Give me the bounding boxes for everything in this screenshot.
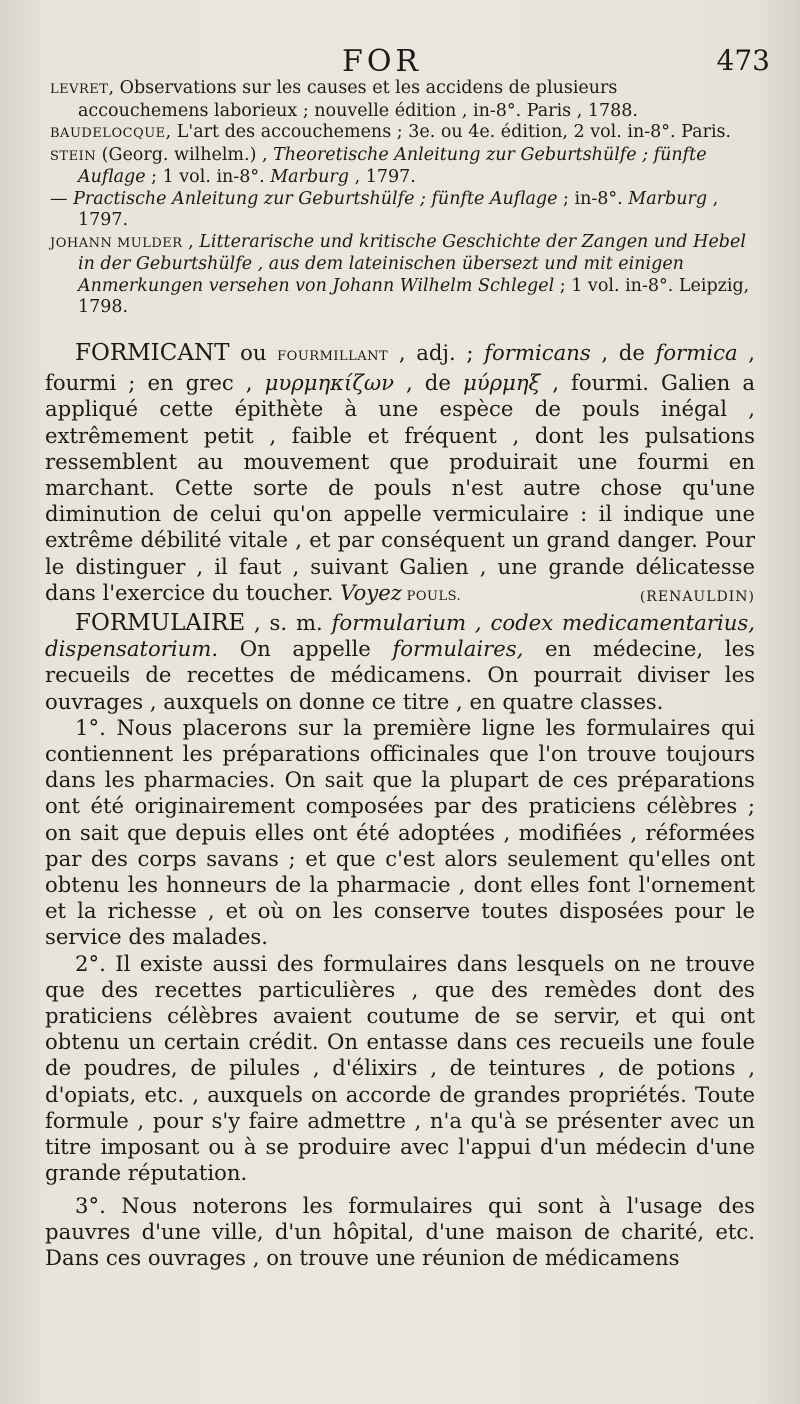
reference-entry — [50, 145, 750, 189]
headword: FORMICANT — [75, 340, 230, 366]
greek-term: μύρμηξ — [462, 370, 541, 396]
latin-term: formica — [655, 340, 738, 365]
text-run: , s. m. — [245, 610, 332, 636]
greek-term: μυρμηκίζων — [264, 370, 394, 396]
paragraph: 3°. Nous noterons les formulaires qui sont à l'usage des pauvres d'une ville, d'un hôpital, d'une maison de charité, etc. Dans ces ouvrages , on trouve une réunion de médicamens — [45, 1192, 755, 1270]
entry-formulaire — [45, 610, 755, 715]
reference-entry — [50, 78, 750, 122]
latin-term: formicans — [484, 340, 591, 365]
reference-author: — — [50, 188, 68, 209]
reference-author: JOHANN MULDER — [50, 235, 183, 251]
reference-text: , Observations sur les causes et les accidens de plusieurs accouchemens laborieux ; nouvelle édition , in-8°. Paris , 1788. — [78, 78, 638, 121]
headword: FORMULAIRE — [75, 610, 246, 637]
text-run: , fourmi ; en grec , — [45, 340, 756, 396]
cross-reference-label: Voyez — [340, 579, 402, 605]
reference-author: STEIN — [50, 148, 97, 164]
reference-author: LEVRET — [50, 82, 109, 97]
paragraph: 1°. Nous placerons sur la première ligne les formulaires qui contiennent les préparations officinales que l'on trouve toujours dans les pharmacies. On sait que la plupart de ces préparations ont été originairement composées par des praticiens célèbres ; on sait que depuis elles ont été adoptées , modifiées , réformées par des corps savans ; et que c'est alors seulement qu'elles ont obtenu les honneurs de la pharmacie , dont elles font l'ornement et la richesse , et où on les conserve toutes disposées pour le service des malades. — [45, 714, 755, 950]
reference-text: , L'art des accouchemens ; 3e. ou 4e. édition, 2 vol. in-8°. Paris. — [165, 122, 732, 142]
page-number: 473 — [716, 44, 770, 77]
cross-reference: POULS. — [401, 588, 462, 604]
reference-pre: , — [182, 231, 200, 252]
reference-place: Marburg — [270, 167, 349, 187]
main-text — [45, 340, 755, 1271]
latin-term: formularium , codex medicamentarius, dispensatorium. — [45, 610, 756, 662]
reference-post: Leipzig, 1798. — [78, 275, 750, 317]
reference-mid: ; 1 vol. in-8°. — [554, 275, 679, 296]
text-run: , de — [590, 340, 656, 365]
running-head: FOR — [342, 44, 422, 79]
bibliography — [50, 78, 750, 319]
text-run: , adj. ; — [388, 340, 485, 365]
reference-post: , 1797. — [349, 167, 416, 187]
reference-mid: ; 1 vol. in-8°. — [145, 167, 271, 187]
author-signature: (RENAULDIN) — [639, 588, 755, 605]
reference-place: Marburg — [628, 188, 708, 209]
entry-formicant — [45, 340, 755, 610]
reference-title: Theoretische Anleitung zur Geburtshülfe ; fünfte Auflage — [78, 144, 707, 187]
reference-entry — [50, 189, 750, 232]
text-run: On appelle — [218, 636, 393, 662]
reference-entry — [50, 232, 750, 319]
paragraph: 2°. Il existe aussi des formulaires dans lesquels on ne trouve que des recettes particulières , que des remèdes dont des praticiens célèbres avaient coutume de se servir, et qui ont obtenu un certain crédit. On entasse dans ces recueils une foule de poudres, de pilules , d'élixirs , de teintures , de potions , d'opiats, etc. , auxquels on accorde de grandes propriétés. Toute formule , pour s'y faire admettre , n'a qu'à se présenter avec un titre imposant ou à se produire avec l'appui d'un médecin d'une grande réputation. — [45, 950, 755, 1186]
text-run: , de — [394, 370, 463, 396]
reference-title: Litterarische und kritische Geschichte der Zangen und Hebel in der Geburtshülfe , aus dem lateinischen übersezt und mit einigen Anmerkungen versehen von Johann Wilhelm Schlegel — [78, 231, 746, 296]
term: formulaires, — [392, 636, 524, 662]
text-run: en médecine, les recueils de recettes de médicamens. On pourrait diviser les ouvrages , auxquels on donne ce titre , en quatre classes. — [45, 636, 755, 714]
reference-entry — [50, 122, 750, 145]
reference-pre: (Georg. wilhelm.) , — [96, 144, 274, 165]
reference-author: BAUDELOCQUE — [50, 126, 166, 141]
reference-post: , 1797. — [78, 188, 719, 230]
variant-headword: FOURMILLANT — [277, 349, 389, 364]
text-run: ou — [229, 340, 278, 365]
text-run: , fourmi. Galien a appliqué cette épithète à une espèce de pouls inégal , extrêmement petit , faible et fréquent , dont les pulsations ressemblent au mouvement que produirait une fourmi en marchant. Cette sorte de pouls n'est autre chose qu'une diminution de celui qu'on appelle vermiculaire : il indique une extrême débilité vitale , et par conséquent un grand danger. Pour le distinguer , il faut , suivant Galien , une grande délicatesse dans l'exercice du toucher. — [45, 370, 755, 605]
reference-mid: ; in-8°. — [557, 188, 629, 209]
reference-title: Practische Anleitung zur Geburtshülfe ; fünfte Auflage — [73, 188, 558, 209]
